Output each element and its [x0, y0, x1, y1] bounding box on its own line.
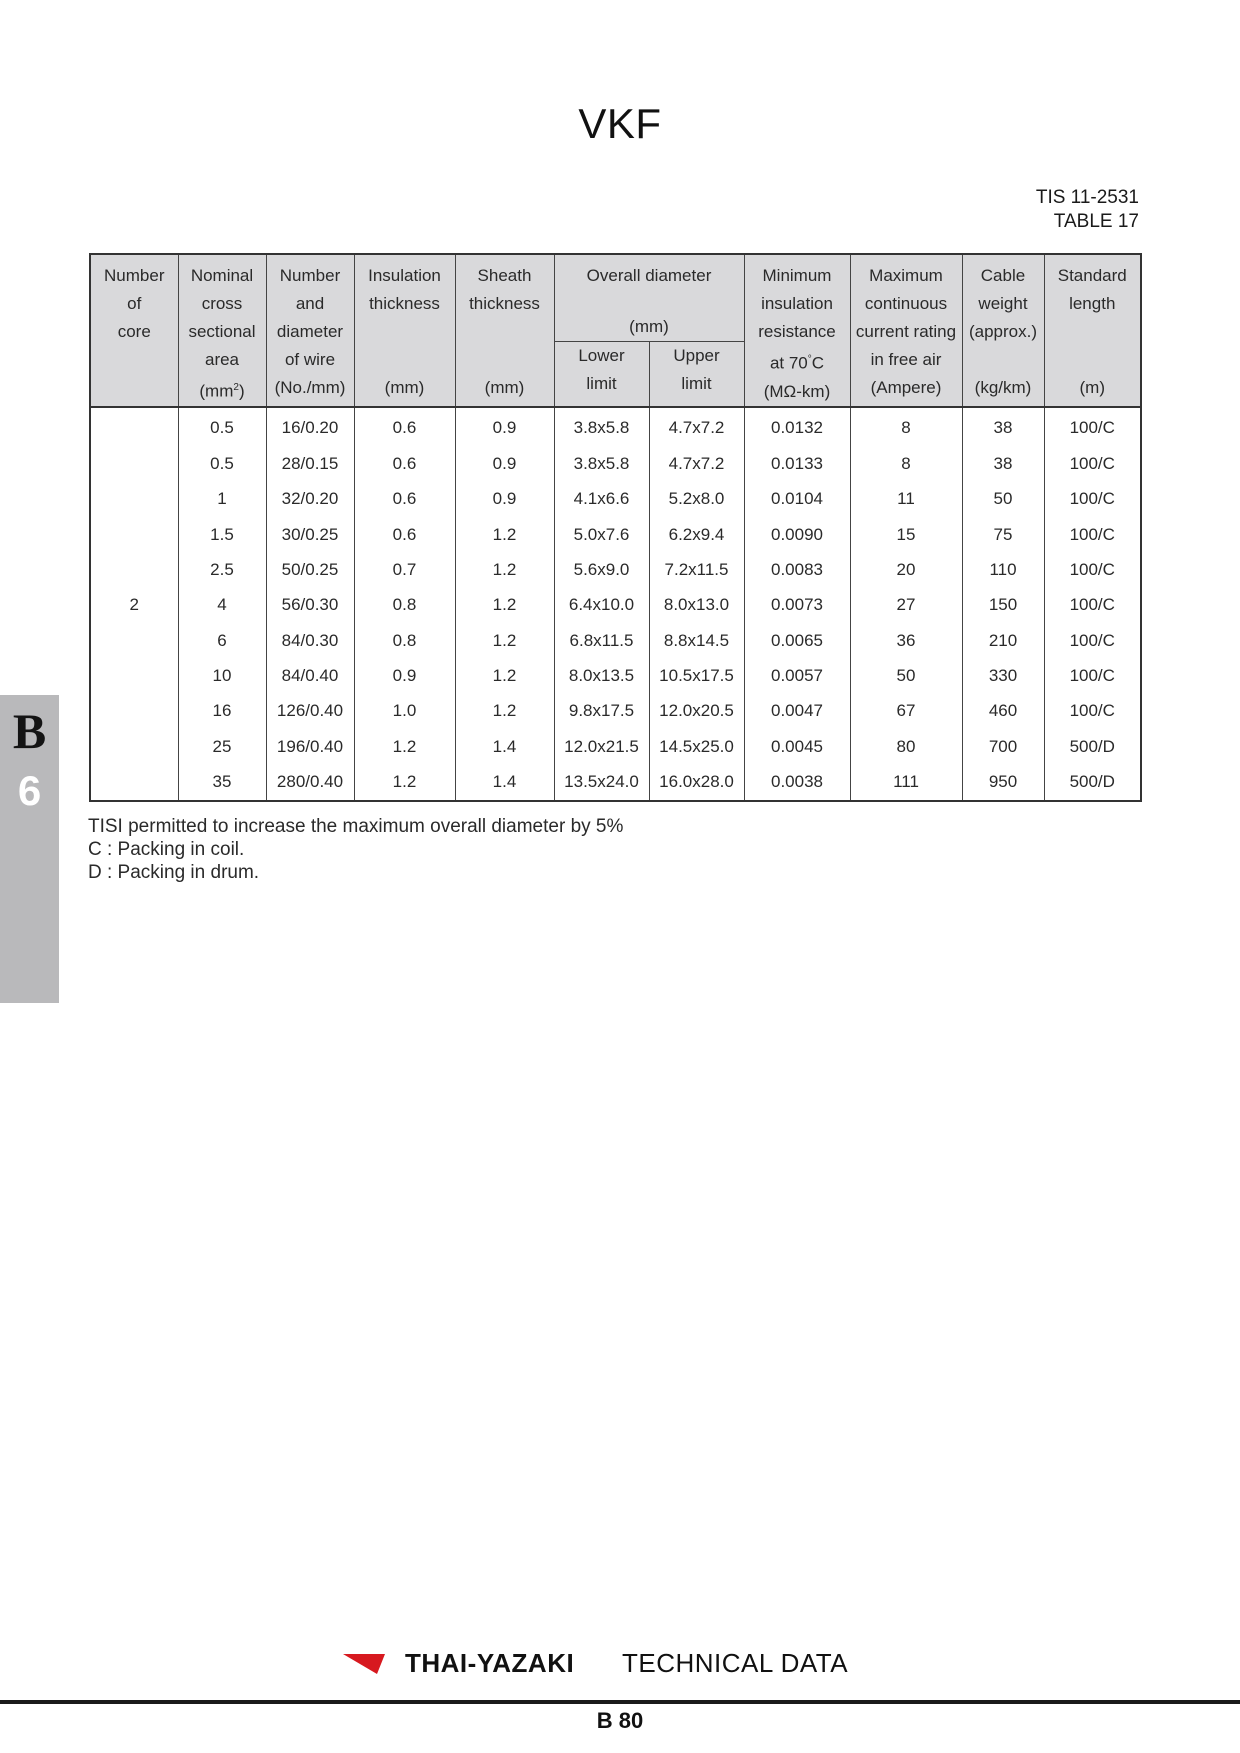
table-cell: 7.2x11.5: [649, 552, 744, 587]
footnotes: [88, 815, 623, 884]
table-cell: 0.0038: [744, 765, 850, 801]
table-cell: 84/0.30: [266, 623, 354, 658]
table-cell: 330: [962, 658, 1044, 693]
table-cell: 111: [850, 765, 962, 801]
table-cell: 100/C: [1044, 407, 1141, 446]
cable-spec-table: [89, 253, 1142, 802]
table-cell: 0.0065: [744, 623, 850, 658]
table-cell: 100/C: [1044, 588, 1141, 623]
table-cell: 1: [178, 481, 266, 516]
table-row: [90, 588, 1141, 623]
table-cell: 500/D: [1044, 765, 1141, 801]
table-cell: 0.8: [354, 623, 455, 658]
table-row: [90, 694, 1141, 729]
table-cell: 100/C: [1044, 552, 1141, 587]
table-cell: 0.6: [354, 407, 455, 446]
table-cell: 196/0.40: [266, 729, 354, 764]
table-cell: 10.5x17.5: [649, 658, 744, 693]
table-row: [90, 658, 1141, 693]
table-cell: 1.4: [455, 765, 554, 801]
table-cell: 0.0104: [744, 481, 850, 516]
table-number: TABLE 17: [1053, 211, 1139, 232]
table-cell: 12.0x20.5: [649, 694, 744, 729]
table-cell: 6.2x9.4: [649, 517, 744, 552]
table-cell: 100/C: [1044, 481, 1141, 516]
table-cell: 100/C: [1044, 658, 1141, 693]
table-cell: 5.0x7.6: [554, 517, 649, 552]
section-number: 6: [17, 767, 42, 814]
table-row: [90, 729, 1141, 764]
header-nominal-area: Nominal cross sectional area $(mm^2)$: [178, 254, 266, 407]
table-cell: 0.0045: [744, 729, 850, 764]
table-cell: 0.0047: [744, 694, 850, 729]
table-cell: 0.9: [455, 481, 554, 516]
table-cell: 32/0.20: [266, 481, 354, 516]
header-current-rating: Maximum continuous current rating in free air (Ampere): [850, 254, 962, 407]
table-cell: 75: [962, 517, 1044, 552]
table-cell: 5.2x8.0: [649, 481, 744, 516]
table-cell: 0.0057: [744, 658, 850, 693]
table-cell: 460: [962, 694, 1044, 729]
table-cell: 0.0073: [744, 588, 850, 623]
table-cell: 0.6: [354, 481, 455, 516]
table-cell: 50: [962, 481, 1044, 516]
table-cell: 0.9: [455, 446, 554, 481]
header-lower-limit: Lower limit: [554, 342, 649, 407]
table-cell: 15: [850, 517, 962, 552]
header-cable-weight: Cable weight (approx.) (kg/km): [962, 254, 1044, 407]
table-cell: 0.9: [354, 658, 455, 693]
table-cell: 20: [850, 552, 962, 587]
table-cell: 500/D: [1044, 729, 1141, 764]
table-cell: 38: [962, 407, 1044, 446]
table-cell: 1.0: [354, 694, 455, 729]
table-cell: 4.7x7.2: [649, 407, 744, 446]
table-cell: 1.5: [178, 517, 266, 552]
table-cell: 9.8x17.5: [554, 694, 649, 729]
table-cell: 280/0.40: [266, 765, 354, 801]
table-cell: 36: [850, 623, 962, 658]
table-cell: 3.8x5.8: [554, 446, 649, 481]
table-cell: 56/0.30: [266, 588, 354, 623]
table-cell: 100/C: [1044, 517, 1141, 552]
footnote-tisi: TISI permitted to increase the maximum overall diameter by 5%: [88, 816, 624, 837]
table-row: [90, 552, 1141, 587]
table-cell: 1.2: [455, 552, 554, 587]
table-cell: 12.0x21.5: [554, 729, 649, 764]
footnote-drum: D : Packing in drum.: [88, 862, 260, 883]
table-cell: 14.5x25.0: [649, 729, 744, 764]
table-cell: 1.2: [455, 517, 554, 552]
table-cell: 16: [178, 694, 266, 729]
table-cell: 0.8: [354, 588, 455, 623]
table-cell: 150: [962, 588, 1044, 623]
table-cell: 6: [178, 623, 266, 658]
table-cell: 100/C: [1044, 446, 1141, 481]
header-upper-limit: Upper limit: [649, 342, 744, 407]
table-cell: 4.7x7.2: [649, 446, 744, 481]
standard-reference: [1036, 186, 1139, 234]
table-cell: 950: [962, 765, 1044, 801]
table-row: [90, 446, 1141, 481]
header-sheath-thickness: Sheath thickness (mm): [455, 254, 554, 407]
table-cell: 1.4: [455, 729, 554, 764]
table-cell: 11: [850, 481, 962, 516]
table-cell: 4: [178, 588, 266, 623]
table-row: [90, 623, 1141, 658]
table-cell: 1.2: [354, 765, 455, 801]
core-count-cell: 2: [90, 407, 178, 801]
page-title: VKF: [578, 100, 662, 147]
table-row: [90, 407, 1141, 446]
table-cell: 80: [850, 729, 962, 764]
table-cell: 0.0090: [744, 517, 850, 552]
page-number: B 80: [596, 1708, 644, 1733]
table-cell: 35: [178, 765, 266, 801]
table-row: [90, 517, 1141, 552]
table-cell: 126/0.40: [266, 694, 354, 729]
table-cell: 0.5: [178, 407, 266, 446]
table-cell: 16/0.20: [266, 407, 354, 446]
header-number-of-core: Number of core: [90, 254, 178, 407]
table-cell: 1.2: [455, 623, 554, 658]
table-cell: 2.5: [178, 552, 266, 587]
table-cell: 0.6: [354, 446, 455, 481]
table-body: [90, 407, 1141, 801]
table-header: [90, 254, 1141, 407]
table-cell: 1.2: [455, 694, 554, 729]
footer-technical-data: TECHNICAL DATA: [622, 1648, 849, 1678]
header-wire: Number and diameter of wire (No./mm): [266, 254, 354, 407]
section-letter: B: [12, 703, 47, 759]
header-insulation-resistance: Minimum insulation resistance at 70°C (MΩ-km): [744, 254, 850, 407]
section-tab: [0, 695, 59, 1003]
table-cell: 0.9: [455, 407, 554, 446]
table-cell: 0.0083: [744, 552, 850, 587]
table-cell: 30/0.25: [266, 517, 354, 552]
table-cell: 0.0132: [744, 407, 850, 446]
table-cell: 0.7: [354, 552, 455, 587]
table-cell: 27: [850, 588, 962, 623]
table-cell: 8.8x14.5: [649, 623, 744, 658]
table-cell: 6.8x11.5: [554, 623, 649, 658]
table-cell: 28/0.15: [266, 446, 354, 481]
footer-brand: THAI-YAZAKI: [405, 1648, 575, 1678]
footnote-coil: C : Packing in coil.: [88, 839, 245, 860]
header-insulation-thickness: Insulation thickness (mm): [354, 254, 455, 407]
table-cell: 50: [850, 658, 962, 693]
table-cell: 0.0133: [744, 446, 850, 481]
table-row: [90, 481, 1141, 516]
table-cell: 16.0x28.0: [649, 765, 744, 801]
table-cell: 210: [962, 623, 1044, 658]
table-cell: 700: [962, 729, 1044, 764]
table-cell: 38: [962, 446, 1044, 481]
table-cell: 100/C: [1044, 694, 1141, 729]
table-cell: 0.6: [354, 517, 455, 552]
table-cell: 4.1x6.6: [554, 481, 649, 516]
table-cell: 6.4x10.0: [554, 588, 649, 623]
table-cell: 110: [962, 552, 1044, 587]
table-cell: 3.8x5.8: [554, 407, 649, 446]
table-cell: 1.2: [354, 729, 455, 764]
table-cell: 0.5: [178, 446, 266, 481]
thai-yazaki-logo-icon: [343, 1653, 385, 1675]
table-cell: 100/C: [1044, 623, 1141, 658]
table-cell: 25: [178, 729, 266, 764]
table-cell: 8: [850, 446, 962, 481]
header-standard-length: Standard length (m): [1044, 254, 1141, 407]
footer-divider: [0, 1700, 1240, 1704]
table-cell: 67: [850, 694, 962, 729]
table-row: [90, 765, 1141, 801]
table-cell: 1.2: [455, 588, 554, 623]
table-cell: 5.6x9.0: [554, 552, 649, 587]
standard-code: TIS 11-2531: [1035, 187, 1139, 208]
page-footer: [0, 1644, 1240, 1684]
table-cell: 8.0x13.0: [649, 588, 744, 623]
table-cell: 8: [850, 407, 962, 446]
table-cell: 50/0.25: [266, 552, 354, 587]
table-cell: 1.2: [455, 658, 554, 693]
table-cell: 13.5x24.0: [554, 765, 649, 801]
table-cell: 8.0x13.5: [554, 658, 649, 693]
table-cell: 10: [178, 658, 266, 693]
header-overall-diameter: Overall diameter (mm): [554, 254, 744, 342]
table-cell: 84/0.40: [266, 658, 354, 693]
